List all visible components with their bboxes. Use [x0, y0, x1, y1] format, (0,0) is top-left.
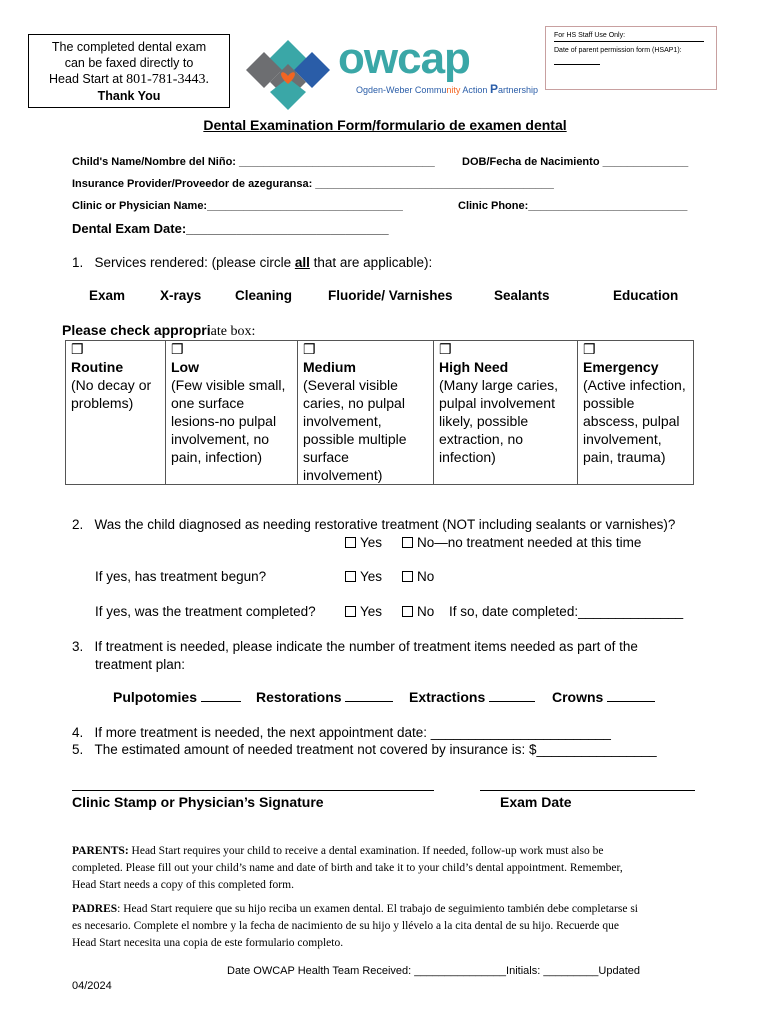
routine-label: Routine — [71, 359, 124, 375]
treatment-completed-label: If yes, was the treatment completed? — [95, 604, 316, 619]
signature-label: Clinic Stamp or Physician’s Signature — [72, 794, 324, 810]
completed-yes-checkbox[interactable] — [345, 606, 356, 617]
service-exam[interactable]: Exam — [89, 288, 126, 303]
completed-no-checkbox[interactable] — [402, 606, 413, 617]
item-extractions[interactable] — [409, 689, 535, 705]
clinic-phone-field[interactable]: Clinic Phone:__________________________ — [458, 200, 688, 212]
q2-no-option[interactable] — [402, 534, 641, 552]
extractions-line[interactable] — [489, 689, 535, 702]
item-restorations[interactable] — [256, 689, 393, 705]
tagline-part-d: artnership — [497, 85, 538, 95]
begun-no-checkbox[interactable] — [402, 571, 413, 582]
item-crowns[interactable] — [552, 689, 655, 705]
fax-prefix: Head Start at — [49, 72, 127, 86]
begun-yes-checkbox[interactable] — [345, 571, 356, 582]
severity-medium — [298, 341, 434, 485]
q1-text-a: Services rendered: (please circle — [94, 255, 295, 270]
fax-note — [28, 34, 230, 108]
service-cleaning[interactable]: Cleaning — [235, 288, 293, 303]
question-1 — [72, 254, 432, 272]
q2-yes-option[interactable] — [345, 534, 382, 552]
padres-note — [72, 901, 702, 952]
medium-checkbox[interactable]: ❒ — [303, 341, 316, 357]
padres-line-1 — [72, 901, 702, 918]
tagline-part-p: P — [489, 82, 498, 96]
low-desc: (Few visible small, one surface lesions-no pulpal involvement, no pain, infection) — [171, 377, 286, 465]
parents-line-1 — [72, 843, 702, 860]
treatment-begun-label: If yes, has treatment begun? — [95, 569, 267, 584]
q2-yes-checkbox[interactable] — [345, 537, 356, 548]
clinic-name-field[interactable]: Clinic or Physician Name:________________________________ — [72, 200, 403, 212]
completed-no-label: No — [417, 604, 435, 619]
parents-text-1: Head Start requires your child to receive a dental examination. If needed, follow-up work must also be — [128, 845, 604, 857]
q2-no-checkbox[interactable] — [402, 537, 413, 548]
restorations-label: Restorations — [256, 689, 342, 705]
exam-date-label: Exam Date — [500, 794, 572, 810]
q1-text-b: that are applicable): — [309, 255, 433, 270]
emergency-label: Emergency — [583, 359, 659, 375]
signature-line[interactable] — [72, 790, 434, 791]
severity-routine — [66, 341, 166, 485]
fax-line-1: The completed dental exam — [51, 40, 207, 54]
item-pulpotomies[interactable] — [113, 689, 241, 705]
q1-text-all: all — [294, 255, 310, 270]
child-name-field[interactable]: Child's Name/Nombre del Niño: ________________________________ — [72, 156, 435, 168]
check-heading-b: ate box: — [210, 324, 256, 339]
q2-yes-label: Yes — [360, 535, 383, 550]
high-label: High Need — [439, 359, 509, 375]
permission-date-label: Date of parent permission form (HSAP1): — [554, 47, 682, 54]
begun-no-option[interactable] — [402, 568, 434, 586]
tagline-part-b: nity — [446, 85, 461, 95]
q2-no-label: No—no treatment needed at this time — [417, 535, 642, 550]
begun-no-label: No — [417, 569, 435, 584]
question-3 — [72, 638, 638, 656]
fax-line-2: can be faxed directly to — [64, 56, 194, 70]
staff-heading: For HS Staff Use Only: — [554, 31, 704, 42]
exam-date-line[interactable] — [480, 790, 695, 791]
parents-label: PARENTS: — [72, 845, 129, 857]
staff-use-box — [545, 26, 717, 90]
q1-number: 1. — [72, 255, 84, 270]
extractions-label: Extractions — [409, 689, 486, 705]
padres-line-3: Head Start necesita una copia de este formulario completo. — [72, 937, 344, 949]
parents-note — [72, 843, 702, 894]
logo-tagline — [356, 82, 538, 96]
q2-number: 2. — [72, 517, 84, 532]
tagline-part-a: Ogden-Weber Commu — [356, 85, 447, 95]
medium-label: Medium — [303, 359, 356, 375]
crowns-label: Crowns — [552, 689, 604, 705]
begun-yes-option[interactable] — [345, 568, 382, 586]
check-heading-a: Please check appropri — [62, 322, 211, 338]
thank-you: Thank You — [97, 89, 161, 103]
exam-date-field[interactable]: Dental Exam Date:____________________________ — [72, 221, 389, 236]
padres-label: PADRES — [72, 903, 118, 915]
insurance-field[interactable]: Insurance Provider/Proveedor de azeguransa: _______________________________________ — [72, 178, 554, 190]
pulpotomies-line[interactable] — [201, 689, 241, 702]
question-5[interactable] — [72, 741, 657, 759]
q4-number: 4. — [72, 725, 84, 740]
completed-yes-option[interactable] — [345, 603, 382, 621]
restorations-line[interactable] — [345, 689, 393, 702]
q5-text: The estimated amount of needed treatment not covered by insurance is: $________________ — [94, 742, 657, 757]
service-fluoride[interactable]: Fluoride/ Varnishes — [328, 288, 453, 303]
severity-low — [166, 341, 298, 485]
q4-text: If more treatment is needed, the next appointment date: ________________________ — [94, 725, 611, 740]
emergency-desc: (Active infection, possible abscess, pulpal involvement, pain, trauma) — [583, 377, 686, 465]
high-checkbox[interactable]: ❒ — [439, 341, 452, 357]
severity-emergency — [578, 341, 694, 485]
date-completed-field[interactable]: If so, date completed:______________ — [449, 604, 684, 619]
severity-table — [65, 340, 694, 485]
routine-checkbox[interactable]: ❒ — [71, 341, 84, 357]
fax-line-3 — [29, 71, 229, 88]
completed-yes-label: Yes — [360, 604, 383, 619]
parents-line-3: Head Start needs a copy of this completed form. — [72, 879, 294, 891]
team-received-field[interactable]: Date OWCAP Health Team Received: _______________Initials: _________Updated — [227, 965, 640, 977]
medium-desc: (Several visible caries, no pulpal involvement, possible multiple surface involvement) — [303, 377, 407, 483]
low-checkbox[interactable]: ❒ — [171, 341, 184, 357]
service-sealants[interactable]: Sealants — [494, 288, 550, 303]
q2-text: Was the child diagnosed as needing restorative treatment (NOT including sealants or varnishes)? — [94, 517, 676, 532]
form-title: Dental Examination Form/formulario de examen dental — [203, 117, 567, 133]
dob-field[interactable]: DOB/Fecha de Nacimiento ______________ — [462, 156, 689, 168]
crowns-line[interactable] — [607, 689, 655, 702]
emergency-checkbox[interactable]: ❒ — [583, 341, 596, 357]
permission-date-line — [554, 56, 600, 65]
q5-number: 5. — [72, 742, 84, 757]
low-label: Low — [171, 359, 199, 375]
q3-line-2: treatment plan: — [95, 657, 186, 672]
logo-wordmark: owcap — [338, 34, 470, 83]
parents-line-2: completed. Please fill out your child’s name and date of birth and take it to your child’s dental appointment. Remember, — [72, 862, 623, 874]
question-4[interactable] — [72, 724, 611, 742]
padres-text-1: : Head Start requiere que su hijo reciba un examen dental. El trabajo de seguimiento también debe completarse si — [117, 903, 638, 915]
severity-high — [434, 341, 578, 485]
high-desc: (Many large caries, pulpal involvement likely, possible extraction, no infection) — [439, 377, 559, 465]
service-xrays[interactable]: X-rays — [160, 288, 202, 303]
completed-no-option[interactable] — [402, 603, 434, 621]
tagline-part-c: Action — [460, 85, 488, 95]
pulpotomies-label: Pulpotomies — [113, 689, 198, 705]
question-2 — [72, 516, 675, 534]
check-box-heading — [62, 322, 255, 340]
begun-yes-label: Yes — [360, 569, 383, 584]
owcap-logo — [244, 30, 538, 112]
form-version-date: 04/2024 — [72, 980, 112, 992]
routine-desc: (No decay or problems) — [71, 377, 152, 411]
fax-number: 801-781-3443. — [126, 72, 209, 87]
q3-number: 3. — [72, 639, 84, 654]
q3-line-1: If treatment is needed, please indicate the number of treatment items needed as part of the — [94, 639, 638, 654]
service-education[interactable]: Education — [613, 288, 679, 303]
padres-line-2: es necesario. Complete el nombre y la fecha de nacimiento de su hijo y llévelo a la cita dental de su hijo. Recuerde que — [72, 920, 620, 932]
